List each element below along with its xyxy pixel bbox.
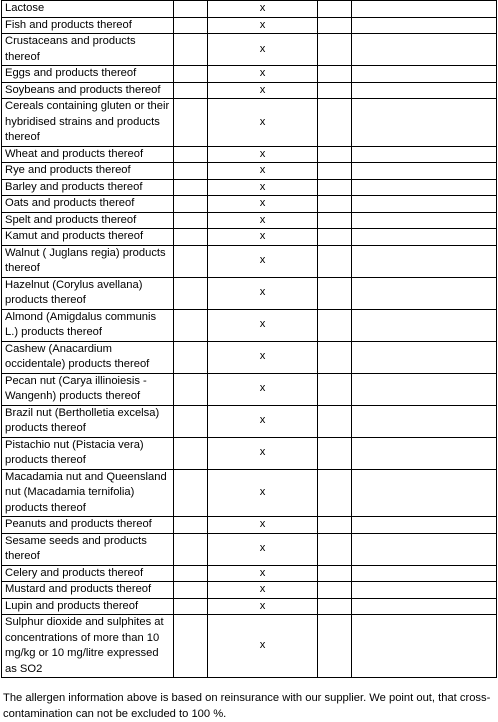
allergen-mark-cell: x: [208, 517, 318, 534]
allergen-mark-cell: x: [208, 1, 318, 18]
allergen-mark-cell: x: [208, 196, 318, 213]
empty-cell: [174, 245, 208, 277]
allergen-row: [2, 179, 497, 196]
empty-cell: [174, 341, 208, 373]
allergen-name-cell: Soybeans and products thereof: [2, 82, 174, 99]
allergen-mark-cell: x: [208, 179, 318, 196]
empty-cell: [352, 146, 497, 163]
empty-cell: [352, 517, 497, 534]
empty-cell: [318, 34, 352, 66]
empty-cell: [352, 82, 497, 99]
empty-cell: [174, 598, 208, 615]
empty-cell: [318, 17, 352, 34]
empty-cell: [318, 517, 352, 534]
allergen-name-cell: Kamut and products thereof: [2, 229, 174, 246]
allergen-name-cell: Wheat and products thereof: [2, 146, 174, 163]
empty-cell: [174, 229, 208, 246]
empty-cell: [318, 341, 352, 373]
empty-cell: [318, 99, 352, 147]
allergen-disclaimer: The allergen information above is based on reinsurance with our supplier. We point out, that cross-contamination can not be excluded to 100 %.: [3, 692, 491, 720]
allergen-mark-cell: x: [208, 66, 318, 83]
allergen-mark-cell: x: [208, 615, 318, 678]
empty-cell: [352, 309, 497, 341]
allergen-mark-cell: x: [208, 99, 318, 147]
empty-cell: [174, 565, 208, 582]
allergen-mark-cell: x: [208, 146, 318, 163]
empty-cell: [352, 179, 497, 196]
allergen-row: [2, 1, 497, 18]
allergen-mark-cell: x: [208, 437, 318, 469]
allergen-mark-cell: x: [208, 212, 318, 229]
allergen-row: [2, 469, 497, 517]
allergen-name-cell: Walnut ( Juglans regia) products thereof: [2, 245, 174, 277]
empty-cell: [352, 469, 497, 517]
empty-cell: [318, 598, 352, 615]
allergen-name-cell: Peanuts and products thereof: [2, 517, 174, 534]
empty-cell: [174, 212, 208, 229]
allergen-row: [2, 373, 497, 405]
allergen-row: [2, 533, 497, 565]
allergen-row: [2, 245, 497, 277]
allergen-row: [2, 277, 497, 309]
allergen-row: [2, 34, 497, 66]
empty-cell: [352, 373, 497, 405]
empty-cell: [174, 179, 208, 196]
allergen-row: [2, 163, 497, 180]
empty-cell: [318, 179, 352, 196]
empty-cell: [318, 533, 352, 565]
empty-cell: [174, 146, 208, 163]
empty-cell: [352, 34, 497, 66]
empty-cell: [352, 17, 497, 34]
empty-cell: [352, 405, 497, 437]
allergen-name-cell: Brazil nut (Bertholletia excelsa) products thereof: [2, 405, 174, 437]
empty-cell: [352, 341, 497, 373]
empty-cell: [174, 615, 208, 678]
allergen-name-cell: Eggs and products thereof: [2, 66, 174, 83]
allergen-mark-cell: x: [208, 82, 318, 99]
allergen-row: [2, 196, 497, 213]
empty-cell: [318, 196, 352, 213]
empty-cell: [352, 582, 497, 599]
empty-cell: [352, 598, 497, 615]
allergen-name-cell: Barley and products thereof: [2, 179, 174, 196]
allergen-name-cell: Sesame seeds and products thereof: [2, 533, 174, 565]
empty-cell: [352, 437, 497, 469]
empty-cell: [318, 565, 352, 582]
allergen-row: [2, 99, 497, 147]
empty-cell: [318, 229, 352, 246]
empty-cell: [174, 34, 208, 66]
allergen-mark-cell: x: [208, 469, 318, 517]
empty-cell: [318, 615, 352, 678]
empty-cell: [174, 196, 208, 213]
empty-cell: [352, 196, 497, 213]
empty-cell: [352, 277, 497, 309]
allergen-name-cell: Cashew (Anacardium occidentale) products thereof: [2, 341, 174, 373]
allergen-mark-cell: x: [208, 229, 318, 246]
empty-cell: [174, 373, 208, 405]
allergen-name-cell: Oats and products thereof: [2, 196, 174, 213]
empty-cell: [318, 277, 352, 309]
empty-cell: [352, 66, 497, 83]
allergen-row: [2, 229, 497, 246]
allergen-name-cell: Celery and products thereof: [2, 565, 174, 582]
empty-cell: [352, 229, 497, 246]
empty-cell: [174, 66, 208, 83]
empty-cell: [352, 565, 497, 582]
empty-cell: [318, 1, 352, 18]
allergen-table-body: [2, 1, 497, 678]
allergen-row: [2, 582, 497, 599]
allergen-row: [2, 341, 497, 373]
allergen-mark-cell: x: [208, 277, 318, 309]
allergen-name-cell: Pecan nut (Carya illinoiesis - Wangenh) products thereof: [2, 373, 174, 405]
allergen-name-cell: Pistachio nut (Pistacia vera) products thereof: [2, 437, 174, 469]
allergen-mark-cell: x: [208, 163, 318, 180]
allergen-mark-cell: x: [208, 598, 318, 615]
empty-cell: [318, 582, 352, 599]
allergen-name-cell: Lactose: [2, 1, 174, 18]
empty-cell: [174, 17, 208, 34]
allergen-row: [2, 66, 497, 83]
allergen-mark-cell: x: [208, 341, 318, 373]
allergen-row: [2, 146, 497, 163]
allergen-mark-cell: x: [208, 34, 318, 66]
allergen-name-cell: Almond (Amigdalus communis L.) products thereof: [2, 309, 174, 341]
empty-cell: [174, 437, 208, 469]
empty-cell: [318, 146, 352, 163]
empty-cell: [352, 163, 497, 180]
allergen-row: [2, 17, 497, 34]
allergen-row: [2, 565, 497, 582]
allergen-row: [2, 405, 497, 437]
empty-cell: [318, 82, 352, 99]
allergen-name-cell: Macadamia nut and Queensland nut (Macadamia ternifolia) products thereof: [2, 469, 174, 517]
empty-cell: [174, 163, 208, 180]
empty-cell: [174, 1, 208, 18]
allergen-name-cell: Fish and products thereof: [2, 17, 174, 34]
empty-cell: [352, 212, 497, 229]
empty-cell: [174, 469, 208, 517]
empty-cell: [174, 99, 208, 147]
empty-cell: [174, 82, 208, 99]
empty-cell: [174, 533, 208, 565]
allergen-mark-cell: x: [208, 309, 318, 341]
empty-cell: [352, 245, 497, 277]
allergen-name-cell: Mustard and products thereof: [2, 582, 174, 599]
allergen-row: [2, 437, 497, 469]
empty-cell: [318, 66, 352, 83]
empty-cell: [352, 99, 497, 147]
allergen-mark-cell: x: [208, 17, 318, 34]
allergen-mark-cell: x: [208, 565, 318, 582]
allergen-row: [2, 598, 497, 615]
empty-cell: [318, 163, 352, 180]
allergen-name-cell: Hazelnut (Corylus avellana) products thereof: [2, 277, 174, 309]
allergen-mark-cell: x: [208, 582, 318, 599]
empty-cell: [174, 277, 208, 309]
empty-cell: [352, 615, 497, 678]
allergen-mark-cell: x: [208, 373, 318, 405]
allergen-name-cell: Rye and products thereof: [2, 163, 174, 180]
empty-cell: [318, 437, 352, 469]
empty-cell: [352, 533, 497, 565]
empty-cell: [318, 373, 352, 405]
allergen-row: [2, 82, 497, 99]
empty-cell: [174, 517, 208, 534]
empty-cell: [318, 469, 352, 517]
empty-cell: [318, 212, 352, 229]
allergen-row: [2, 615, 497, 678]
empty-cell: [352, 1, 497, 18]
allergen-mark-cell: x: [208, 533, 318, 565]
empty-cell: [174, 309, 208, 341]
empty-cell: [318, 405, 352, 437]
empty-cell: [174, 405, 208, 437]
allergen-mark-cell: x: [208, 245, 318, 277]
allergen-name-cell: Sulphur dioxide and sulphites at concentrations of more than 10 mg/kg or 10 mg/litre expressed as SO2: [2, 615, 174, 678]
allergen-mark-cell: x: [208, 405, 318, 437]
allergen-name-cell: Lupin and products thereof: [2, 598, 174, 615]
empty-cell: [174, 582, 208, 599]
empty-cell: [318, 309, 352, 341]
allergen-name-cell: Cereals containing gluten or their hybridised strains and products thereof: [2, 99, 174, 147]
allergen-row: [2, 212, 497, 229]
allergen-row: [2, 309, 497, 341]
allergen-table: [1, 0, 497, 678]
allergen-row: [2, 517, 497, 534]
allergen-name-cell: Crustaceans and products thereof: [2, 34, 174, 66]
empty-cell: [318, 245, 352, 277]
allergen-name-cell: Spelt and products thereof: [2, 212, 174, 229]
